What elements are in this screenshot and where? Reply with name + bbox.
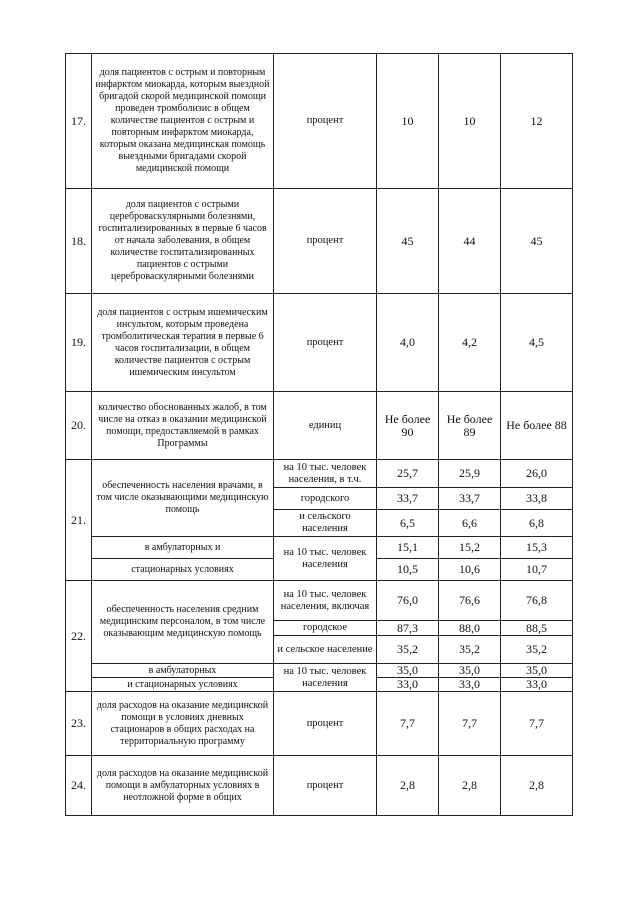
value-cell: 10 <box>377 54 439 189</box>
table-row <box>66 581 573 621</box>
value-cell: 45 <box>377 189 439 294</box>
row-number: 20. <box>66 392 92 460</box>
value-cell: 33,7 <box>377 488 439 510</box>
indicator-text: обеспеченность населения средним медицинским персоналом, в том числе оказывающим медицинскую помощь <box>92 581 274 664</box>
unit-cell: городского <box>274 488 377 510</box>
value-cell: 6,8 <box>501 510 573 537</box>
unit-cell: процент <box>274 54 377 189</box>
indicator-text: доля расходов на оказание медицинской помощи в условиях дневных стационаров в общих расходах на территориальную программу <box>92 692 274 756</box>
row-number: 24. <box>66 756 92 816</box>
row-number: 23. <box>66 692 92 756</box>
indicator-text: количество обоснованных жалоб, в том числе на отказ в оказании медицинской помощи, предоставляемой в рамках Программы <box>92 392 274 460</box>
value-cell: 15,3 <box>501 537 573 559</box>
value-cell: 87,3 <box>377 621 439 636</box>
value-cell: 33,0 <box>501 678 573 692</box>
indicators-table <box>65 53 573 816</box>
indicator-text: обеспеченность населения врачами, в том числе оказывающими медицинскую помощь <box>92 460 274 537</box>
value-cell: 10,5 <box>377 559 439 581</box>
value-cell: 6,5 <box>377 510 439 537</box>
unit-cell: на 10 тыс. человек населения <box>274 537 377 581</box>
value-cell: 7,7 <box>501 692 573 756</box>
value-cell: 33,8 <box>501 488 573 510</box>
table-row <box>66 54 573 189</box>
indicator-subtext: и стационарных условиях <box>92 678 274 692</box>
value-cell: 76,8 <box>501 581 573 621</box>
value-cell: 88,5 <box>501 621 573 636</box>
indicator-text: доля пациентов с острыми цереброваскулярными болезнями, госпитализированных в первые 6 часов от начала заболевания, в общем количестве госпитализированных пациентов с острыми цереброваскулярными болезнями <box>92 189 274 294</box>
value-cell: 4,2 <box>439 294 501 392</box>
table-row <box>66 692 573 756</box>
table-row <box>66 664 573 678</box>
indicator-text: доля расходов на оказание медицинской помощи в амбулаторных условиях в неотложной форме в общих <box>92 756 274 816</box>
unit-cell: и сельское население <box>274 636 377 664</box>
value-cell: 33,0 <box>439 678 501 692</box>
row-number: 17. <box>66 54 92 189</box>
value-cell: 10 <box>439 54 501 189</box>
table-row <box>66 189 573 294</box>
row-number: 21. <box>66 460 92 581</box>
row-number: 22. <box>66 581 92 692</box>
unit-cell: и сельского населения <box>274 510 377 537</box>
value-cell: Не более 88 <box>501 392 573 460</box>
value-cell: 45 <box>501 189 573 294</box>
unit-cell: процент <box>274 692 377 756</box>
value-cell: 10,7 <box>501 559 573 581</box>
value-cell: Не более 89 <box>439 392 501 460</box>
value-cell: 7,7 <box>377 692 439 756</box>
value-cell: 2,8 <box>377 756 439 816</box>
indicator-subtext: в амбулаторных <box>92 664 274 678</box>
value-cell: 35,2 <box>439 636 501 664</box>
table-row <box>66 756 573 816</box>
value-cell: 6,6 <box>439 510 501 537</box>
value-cell: 4,0 <box>377 294 439 392</box>
row-number: 18. <box>66 189 92 294</box>
table-row <box>66 460 573 488</box>
value-cell: 15,2 <box>439 537 501 559</box>
value-cell: 35,2 <box>377 636 439 664</box>
table-row <box>66 537 573 559</box>
value-cell: 76,0 <box>377 581 439 621</box>
value-cell: 35,0 <box>439 664 501 678</box>
value-cell: 7,7 <box>439 692 501 756</box>
indicator-text: доля пациентов с острым ишемическим инсультом, которым проведена тромболитическая терапия в первые 6 часов госпитализации, в общем количестве пациентов с острым ишемическим инсультом <box>92 294 274 392</box>
table-row <box>66 294 573 392</box>
value-cell: 35,0 <box>501 664 573 678</box>
value-cell: 2,8 <box>439 756 501 816</box>
value-cell: 88,0 <box>439 621 501 636</box>
unit-cell: на 10 тыс. человек населения, включая <box>274 581 377 621</box>
value-cell: 4,5 <box>501 294 573 392</box>
value-cell: 26,0 <box>501 460 573 488</box>
value-cell: 10,6 <box>439 559 501 581</box>
row-number: 19. <box>66 294 92 392</box>
value-cell: 35,0 <box>377 664 439 678</box>
value-cell: 25,9 <box>439 460 501 488</box>
value-cell: 12 <box>501 54 573 189</box>
unit-cell: на 10 тыс. человек населения, в т.ч. <box>274 460 377 488</box>
value-cell: 35,2 <box>501 636 573 664</box>
value-cell: 76,6 <box>439 581 501 621</box>
table-row <box>66 392 573 460</box>
unit-cell: процент <box>274 756 377 816</box>
indicator-subtext: стационарных условиях <box>92 559 274 581</box>
value-cell: 2,8 <box>501 756 573 816</box>
value-cell: 25,7 <box>377 460 439 488</box>
value-cell: Не более 90 <box>377 392 439 460</box>
value-cell: 15,1 <box>377 537 439 559</box>
unit-cell: городское <box>274 621 377 636</box>
indicator-text: доля пациентов с острым и повторным инфарктом миокарда, которым выездной бригадой скорой медицинской помощи проведен тромболизис в общем количестве пациентов с острым и повторным инфарктом миокарда, которым оказана медицинская помощь выездными бригадами скорой медицинской помощи <box>92 54 274 189</box>
unit-cell: единиц <box>274 392 377 460</box>
value-cell: 33,7 <box>439 488 501 510</box>
unit-cell: процент <box>274 189 377 294</box>
indicator-subtext: в амбулаторных и <box>92 537 274 559</box>
unit-cell: процент <box>274 294 377 392</box>
value-cell: 44 <box>439 189 501 294</box>
unit-cell: на 10 тыс. человек населения <box>274 664 377 692</box>
value-cell: 33,0 <box>377 678 439 692</box>
